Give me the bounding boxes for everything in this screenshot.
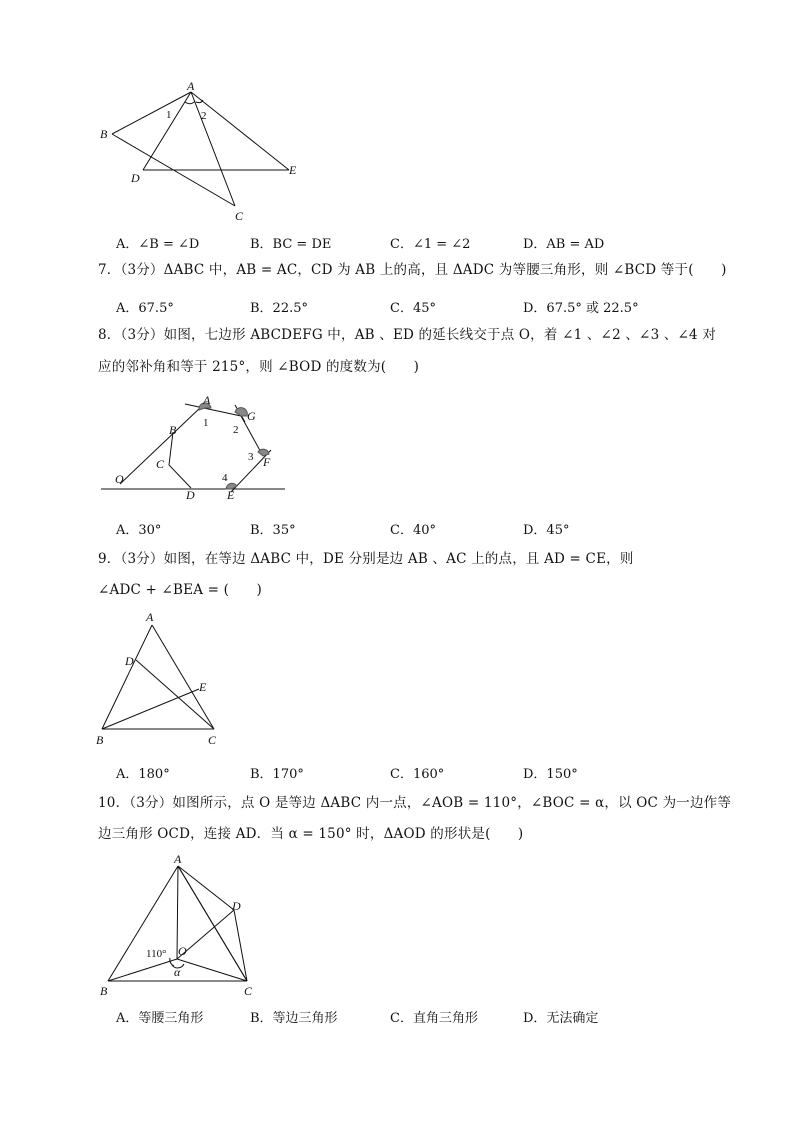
q8-option-b[interactable]: B．35° [250,523,296,538]
q8-stem-line2: 应的邻补角和等于 215°，则 ∠BOD 的度数为( ) [98,359,420,375]
q10-option-b[interactable]: B．等边三角形 [250,1011,338,1026]
point-d-label: D [131,171,140,185]
q6-option-d[interactable]: D．AB = AD [523,237,605,252]
q6-figure [95,80,315,230]
point-f-label: F [263,455,271,469]
point-c-label: C [208,733,217,747]
point-c-label: C [235,209,244,223]
q7-option-c[interactable]: C．45° [390,301,436,316]
point-b-label: B [100,984,108,998]
q7-option-b[interactable]: B．22.5° [250,301,308,316]
alpha-label: α [174,965,181,979]
angle-1-label: 1 [166,109,172,121]
q7-option-d[interactable]: D．67.5° 或 22.5° [523,301,639,316]
point-a-label: A [146,610,154,624]
q7-option-a[interactable]: A．67.5° [116,301,174,316]
point-e-label: E [289,163,297,177]
q8-option-d[interactable]: D．45° [523,523,570,538]
point-c-label: C [244,984,253,998]
q10-option-a[interactable]: A．等腰三角形 [116,1011,204,1026]
q8-figure [95,390,295,508]
q8-stem-line1: 8．（3分）如图，七边形 ABCDEFG 中，AB 、ED 的延长线交于点 O，着 ∠1 、∠2 、∠3 、∠4 对 [98,327,717,343]
point-e-label: E [227,488,235,502]
point-o-label: O [115,472,124,486]
angle-1-label: 1 [203,417,209,429]
angle-2-label: 2 [233,424,239,436]
point-d-label: D [125,654,134,668]
q9-option-c[interactable]: C．160° [390,767,445,782]
point-o-label: O [178,944,187,958]
q10-figure [90,848,270,1000]
q9-stem-line2: ∠ADC + ∠BEA = ( ) [98,582,262,598]
angle-110-label: 110° [146,948,167,960]
q8-option-c[interactable]: C．40° [390,523,436,538]
q9-option-b[interactable]: B．170° [250,767,304,782]
q10-option-d[interactable]: D．无法确定 [523,1011,599,1026]
point-c-label: C [156,457,165,471]
point-a-label: A [203,393,211,407]
q6-option-a[interactable]: A．∠B = ∠D [116,237,200,252]
q10-stem-line1: 10．（3分）如图所示，点 O 是等边 ΔABC 内一点，∠AOB = 110°，∠BOC = α，以 OC 为一边作等 [98,795,732,811]
q9-figure [90,608,230,753]
point-d-label: D [186,488,195,502]
point-d-label: D [232,899,241,913]
q10-stem-line2: 边三角形 OCD，连接 AD．当 α = 150° 时，ΔAOD 的形状是( ) [98,826,524,842]
angle-4-label: 4 [222,472,228,484]
q6-option-c[interactable]: C．∠1 = ∠2 [390,237,471,252]
q9-option-d[interactable]: D．150° [523,767,578,782]
q6-option-b[interactable]: B．BC = DE [250,237,332,252]
angle-3-label: 3 [248,451,254,463]
point-a-label: A [174,852,182,866]
point-b-label: B [169,423,177,437]
angle-2-label: 2 [201,110,207,122]
point-e-label: E [199,680,207,694]
q10-option-c[interactable]: C．直角三角形 [390,1011,478,1026]
q7-stem: 7．（3分）ΔABC 中，AB = AC，CD 为 AB 上的高，且 ΔADC 为等腰三角形，则 ∠BCD 等于( ) [98,262,727,278]
point-b-label: B [100,127,108,141]
point-g-label: G [247,409,256,423]
q8-option-a[interactable]: A．30° [116,523,162,538]
point-a-label: A [187,80,195,93]
point-b-label: B [96,733,104,747]
q9-option-a[interactable]: A．180° [116,767,170,782]
q9-stem-line1: 9．（3分）如图，在等边 ΔABC 中，DE 分别是边 AB 、AC 上的点，且 AD = CE，则 [98,551,634,567]
